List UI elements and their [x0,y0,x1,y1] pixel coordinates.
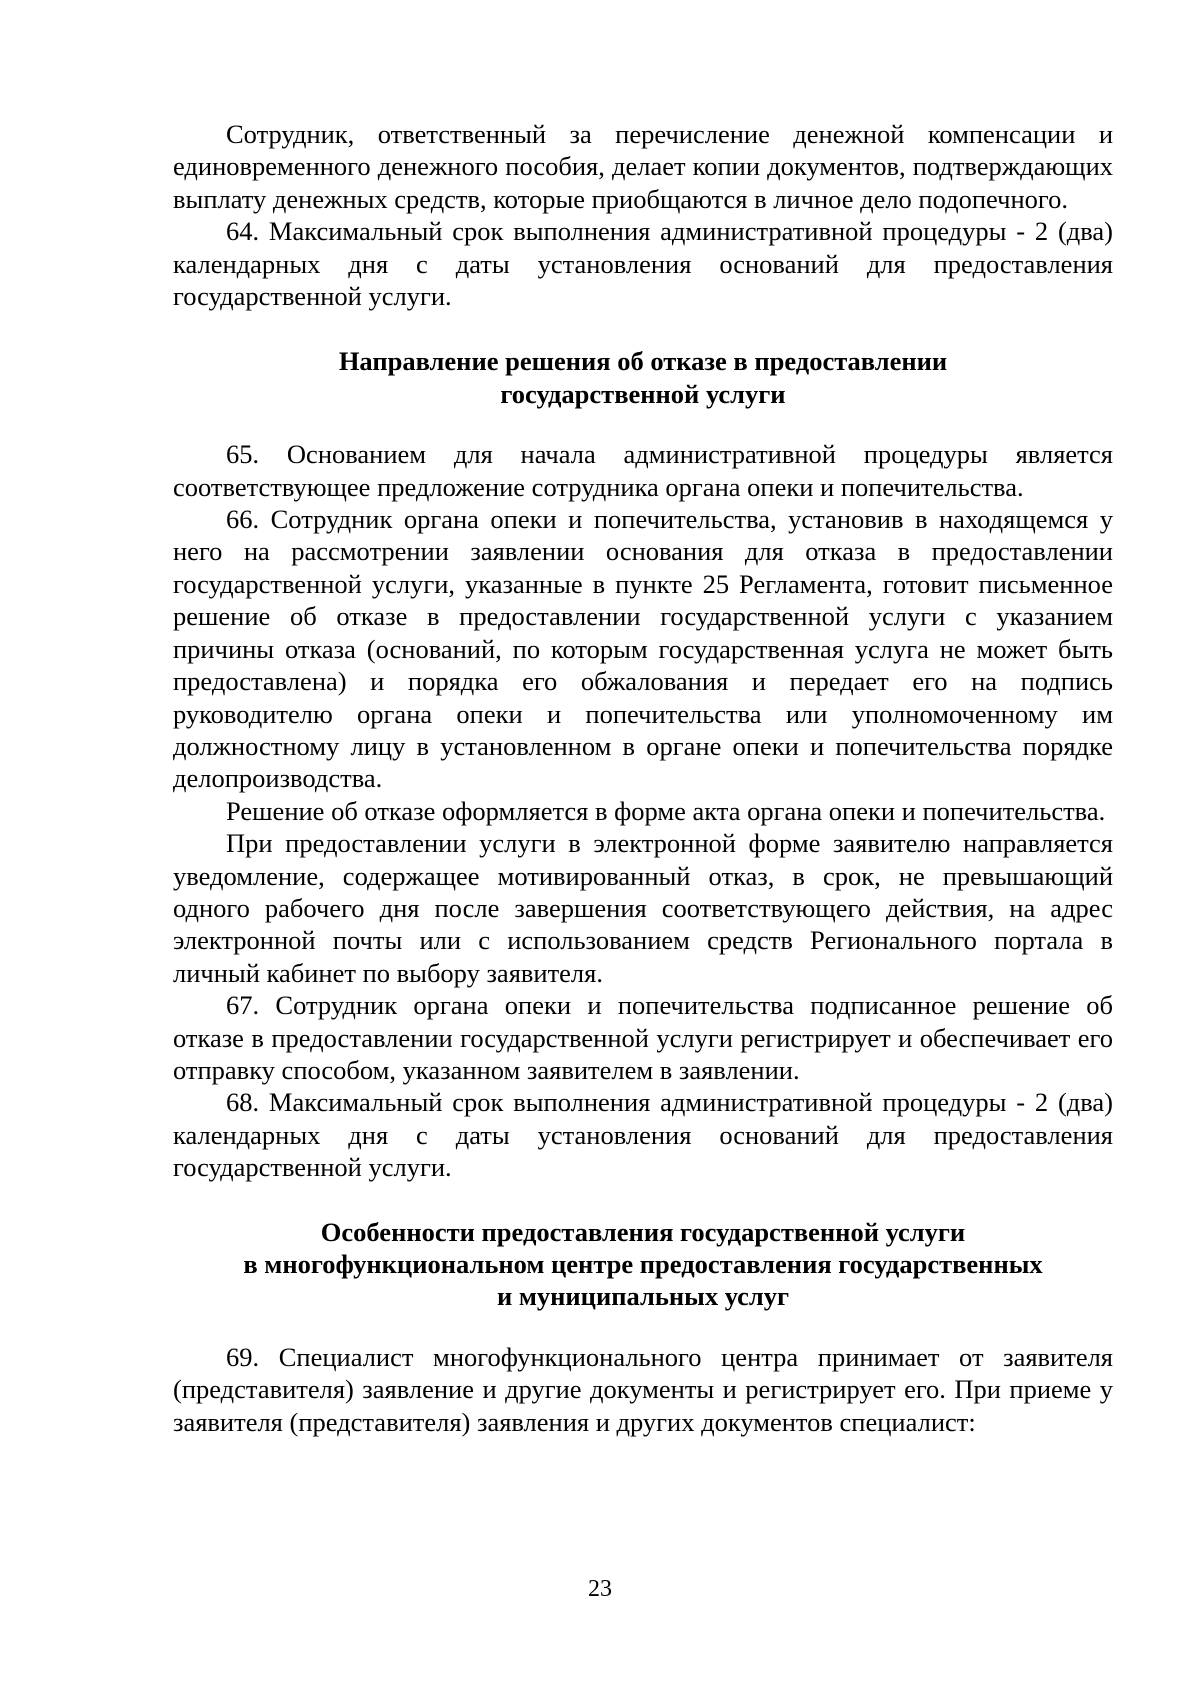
section-heading-mfc-line-2: в многофункциональном центре предоставления государственных [243,1249,1043,1279]
paragraph-compensation-copies: Сотрудник, ответственный за перечисление денежной компенсации и единовременного денежного пособия, делает копии документов, подтверждающих выплату денежных средств, которые приобщаются в личное дело подопечного. [173,119,1113,214]
paragraph-electronic-notice: При предоставлении услуги в электронной форме заявителю направляется уведомление, содержащее мотивированный отказ, в срок, не превышающий одного рабочего дня после завершения соответствующего действия, на адрес электронной почты или с использованием средств Регионального портала в личный кабинет по выбору заявителя. [173,828,1113,988]
section-heading-mfc [173,1216,1113,1313]
paragraph-65: 65. Основанием для начала административной процедуры является соответствующее предложение сотрудника органа опеки и попечительства. [173,439,1113,502]
paragraph-69: 69. Специалист многофункционального центра принимает от заявителя (представителя) заявление и другие документы и регистрирует его. При приеме у заявителя (представителя) заявления и других документов специалист: [173,1341,1113,1437]
paragraph-refusal-act: Решение об отказе оформляется в форме акта органа опеки и попечительства. [226,795,1106,826]
page-number: 23 [588,1576,612,1602]
document-page [173,118,1113,1438]
paragraph-64: 64. Максимальный срок выполнения административной процедуры - 2 (два) календарных дня с даты установления оснований для предоставления государственной услуги. [173,216,1113,312]
section-heading-refusal-line-2: государственной услуги [500,378,786,409]
section-heading-refusal [173,345,1113,410]
section-heading-mfc-line-3: и муниципальных услуг [496,1281,790,1312]
paragraph-68: 68. Максимальный срок выполнения административной процедуры - 2 (два) календарных дня с даты установления оснований для предоставления государственной услуги. [173,1087,1113,1183]
paragraph-67: 67. Сотрудник органа опеки и попечительства подписанное решение об отказе в предоставлении государственной услуги регистрирует и обеспечивает его отправку способом, указанном заявителем в заявлении. [173,990,1113,1085]
section-heading-refusal-line-1: Направление решения об отказе в предоставлении [338,346,948,377]
paragraph-66: 66. Сотрудник органа опеки и попечительства, установив в находящемся у него на рассмотрении заявлении основания для отказа в предоставлении государственной услуги, указанные в пункте 25 Регламента, готовит письменное решение об отказе в предоставлении государственной услуги с указанием причины отказа (оснований, по которым государственная услуга не может быть предоставлена) и порядка его обжалования и передает его на подпись руководителю органа опеки и попечительства или уполномоченному им должностному лицу в установленном в органе опеки и попечительства порядке делопроизводства. [173,504,1113,794]
section-heading-mfc-line-1: Особенности предоставления государственной услуги [320,1216,966,1247]
